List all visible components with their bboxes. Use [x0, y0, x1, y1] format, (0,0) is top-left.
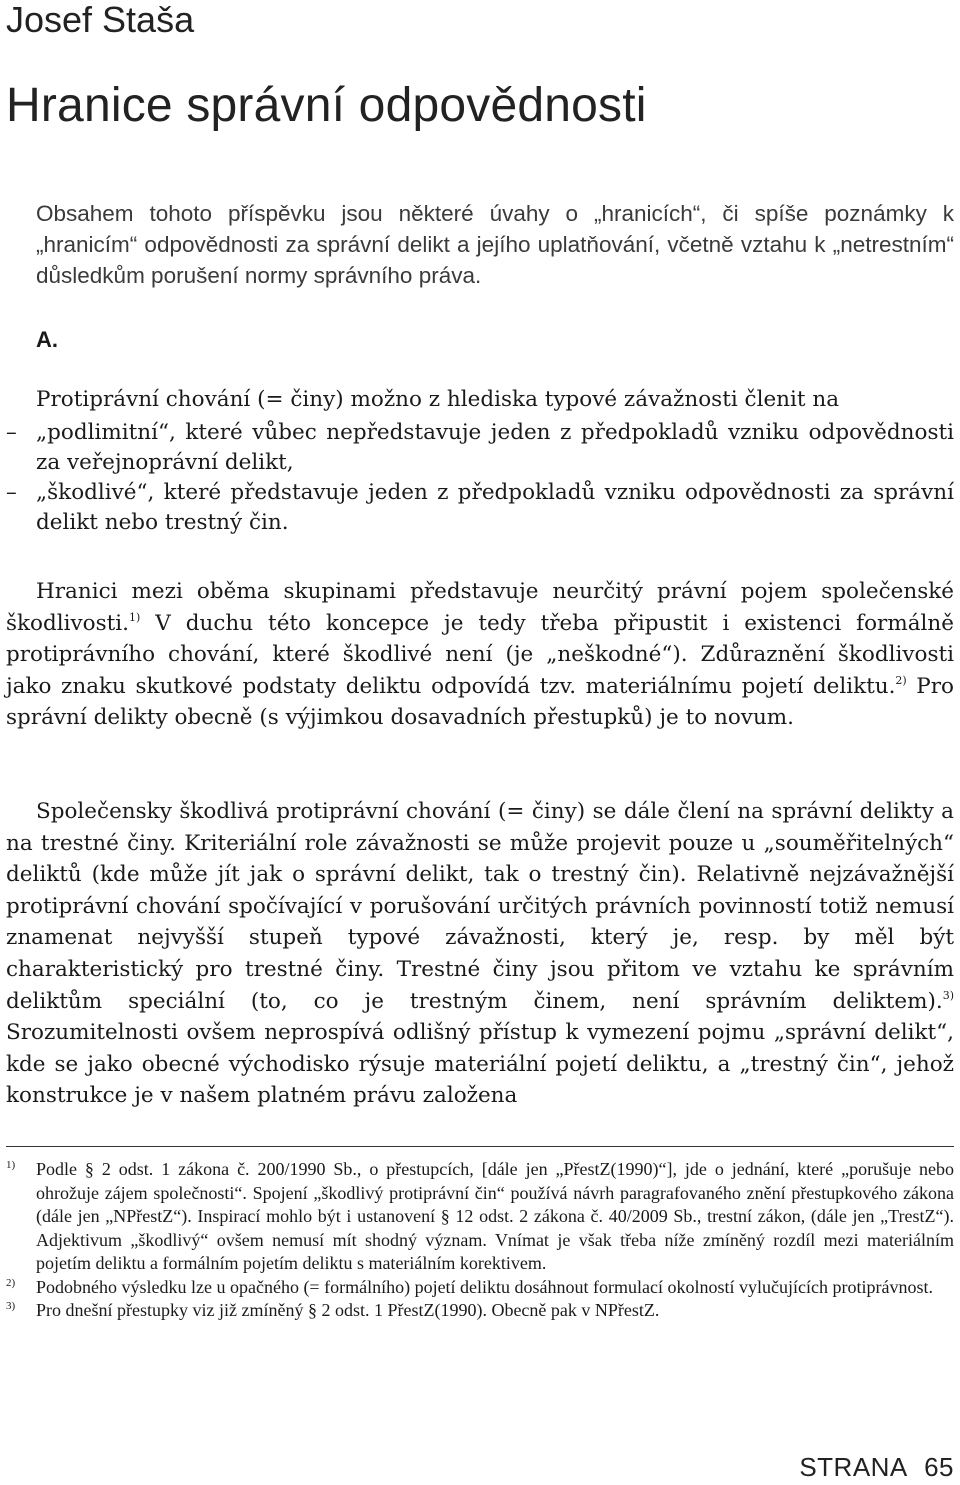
footnote-ref-2[interactable]: 2): [895, 673, 907, 687]
article-title: Hranice správní odpovědnosti: [6, 79, 647, 132]
footnote-text: Podobného výsledku lze u opačného (= formálního) pojetí deliktu dosáhnout formulací okolností vylučujících protiprávnost.: [36, 1276, 933, 1297]
list-item: [6, 478, 954, 538]
footnote-number: 2): [6, 1276, 16, 1289]
paragraph-3-part-b: Srozumitelnosti ovšem neprospívá odlišný přístup k vymezení pojmu „správní delikt“, kde se jako obecné východisko rýsuje materiální pojetí deliktu, a „trestný čin“, jehož konstrukce je v našem platném právu založena: [6, 1020, 954, 1109]
footnote-number: 3): [6, 1300, 16, 1312]
list-item: [6, 418, 954, 478]
footnote: [6, 1276, 954, 1300]
author-name: Josef Staša: [6, 0, 195, 40]
footnotes: [6, 1158, 954, 1323]
section-heading-a: A.: [36, 327, 58, 352]
paragraph-2: [6, 576, 954, 734]
page-number: 65: [924, 1452, 954, 1482]
paragraph-2-part-b: V duchu této koncepce je tedy třeba připustit i existenci formálně protiprávního chování, které škodlivé není (je „neškodné“). Zdůraznění škodlivosti jako znaku skutkové podstaty deliktu odpovídá tzv. materiálnímu pojetí deliktu.: [6, 610, 954, 699]
footnote-ref-3[interactable]: 3): [942, 988, 954, 1002]
footnote-number: 1): [6, 1159, 16, 1171]
footnote: [6, 1158, 954, 1276]
footnote: [6, 1299, 954, 1323]
paragraph-3-part-a: Společensky škodlivá protiprávní chování (= činy) se dále člení na správní delikty a na trestné činy. Kriteriální role závažnosti se může projevit pouze u „souměřitelných“ deliktů (kde může jít jak o správní delikt, tak o trestný čin). Relativně nejzávažnější protiprávní chování spočívající v porušování určitých právních povinností totiž nemusí znamenat nejvyšší stupeň typové závažnosti, který je, resp. by měl být charakteristický pro trestné činy. Trestné činy jsou přitom ve vztahu ke správním deliktům speciální (to, co je trestným činem, není správním deliktem).: [6, 799, 954, 1014]
footnote-ref-1[interactable]: 1): [129, 610, 141, 624]
paragraph-2-part-c: Pro správní delikty obecně (s výjimkou dosavadních přestupků) je to novum.: [6, 673, 954, 731]
section-intro: Protiprávní chování (= činy) možno z hlediska typové závažnosti členit na: [36, 387, 840, 412]
abstract: Obsahem tohoto příspěvku jsou některé úvahy o „hranicích“, či spíše poznámky k „hranicím“ odpovědnosti za správní delikt a jejího uplatňování, včetně vztahu k „netrestním“ důsledkům porušení normy správního práva.: [36, 201, 954, 288]
paragraph-2-part-a: Hranici mezi oběma skupinami představuje neurčitý právní pojem společenské škodlivosti.: [6, 579, 954, 636]
list-dash: –: [6, 480, 17, 505]
category-list: [6, 418, 954, 538]
page-footer: [799, 1452, 954, 1482]
paragraph-3: [6, 796, 954, 1112]
list-item-text: „podlimitní“, které vůbec nepředstavuje jeden z předpokladů vzniku odpovědnosti za veřejnoprávní delikt,: [36, 420, 954, 475]
footnote-text: Podle § 2 odst. 1 zákona č. 200/1990 Sb., o přestupcích, [dále jen „PřestZ(1990)“], jde o jednání, které „porušuje nebo ohrožuje zájem společnosti“. Spojení „škodlivý protiprávní čin“ používá návrh paragrafovaného znění přestupkového zákona (dále jen „NPřestZ“). Inspirací mohlo být i ustanovení § 12 odst. 2 zákona č. 40/2009 Sb., trestní zákon, (dále jen „TrestZ“). Adjektivum „škodlivý“ ovšem nemusí mít shodný význam. Vnímat je však třeba níže zmíněný rozdíl mezi materiálním pojetím deliktu a formálním pojetím deliktu s materiálním korektivem.: [36, 1159, 954, 1273]
footer-label: STRANA: [799, 1452, 907, 1482]
list-dash: –: [6, 420, 17, 445]
footnote-text: Pro dnešní přestupky viz již zmíněný § 2 odst. 1 PřestZ(1990). Obecně pak v NPřestZ.: [36, 1300, 660, 1320]
list-item-text: „škodlivé“, které představuje jeden z předpokladů vzniku odpovědnosti za správní delikt nebo trestný čin.: [36, 480, 954, 535]
footnote-divider: [6, 1146, 954, 1147]
